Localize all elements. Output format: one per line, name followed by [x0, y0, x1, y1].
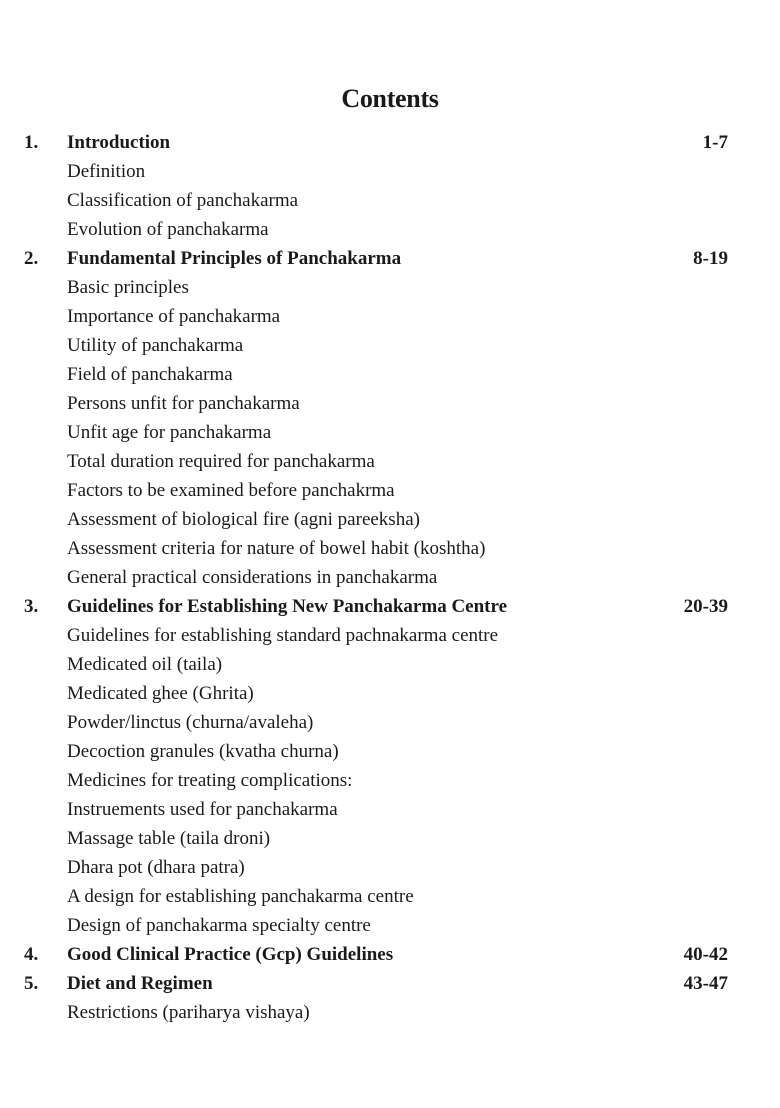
chapter-title: Introduction — [67, 132, 171, 153]
chapter-entry — [0, 592, 780, 940]
section-item: Persons unfit for panchakarma — [67, 393, 300, 414]
chapter-entry — [0, 969, 780, 1027]
section-item: Evolution of panchakarma — [67, 219, 269, 240]
chapter-page-range: 40-42 — [683, 944, 728, 965]
section-item: Basic principles — [67, 277, 189, 298]
section-item: Factors to be examined before panchakrma — [67, 480, 395, 501]
section-item: Decoction granules (kvatha churna) — [67, 741, 339, 762]
section-item: Medicines for treating complications: — [67, 770, 353, 791]
chapter-heading-row — [0, 128, 780, 157]
section-item: Guidelines for establishing standard pachnakarma centre — [67, 625, 499, 646]
chapter-entry — [0, 128, 780, 244]
chapter-heading-row — [0, 592, 780, 621]
section-item: A design for establishing panchakarma centre — [67, 886, 414, 907]
chapter-number: 5. — [24, 973, 39, 994]
section-item: Definition — [67, 161, 146, 182]
chapter-heading-row — [0, 969, 780, 998]
section-item: Restrictions (pariharya vishaya) — [67, 1002, 310, 1023]
chapter-title: Diet and Regimen — [67, 973, 213, 994]
chapter-page-range: 43-47 — [683, 973, 728, 994]
chapter-entry — [0, 244, 780, 592]
chapter-title: Good Clinical Practice (Gcp) Guidelines — [67, 944, 394, 965]
section-item: Medicated ghee (Ghrita) — [67, 683, 254, 704]
section-item: Unfit age for panchakarma — [67, 422, 272, 443]
section-item: Instruements used for panchakarma — [67, 799, 338, 820]
chapter-title: Guidelines for Establishing New Panchakarma Centre — [67, 596, 508, 617]
chapter-number: 2. — [24, 248, 39, 269]
section-item: Classification of panchakarma — [67, 190, 299, 211]
section-item: General practical considerations in panchakarma — [67, 567, 438, 588]
chapter-heading-row — [0, 244, 780, 273]
chapter-title: Fundamental Principles of Panchakarma — [67, 248, 402, 269]
chapter-number: 4. — [24, 944, 39, 965]
chapter-number: 1. — [24, 132, 39, 153]
section-item: Utility of panchakarma — [67, 335, 244, 356]
section-item: Medicated oil (taila) — [67, 654, 223, 675]
section-item: Powder/linctus (churna/avaleha) — [67, 712, 314, 733]
chapter-page-range: 1-7 — [702, 132, 728, 153]
section-item: Design of panchakarma specialty centre — [67, 915, 371, 936]
section-item: Importance of panchakarma — [67, 306, 281, 327]
section-item: Assessment of biological fire (agni pareeksha) — [67, 509, 420, 530]
page-title: Contents — [341, 84, 439, 113]
chapter-heading-row — [0, 940, 780, 969]
section-item: Dhara pot (dhara patra) — [67, 857, 245, 878]
section-item: Assessment criteria for nature of bowel habit (koshtha) — [67, 538, 486, 559]
chapter-page-range: 8-19 — [693, 248, 728, 269]
chapter-number: 3. — [24, 596, 39, 617]
section-item: Field of panchakarma — [67, 364, 233, 385]
chapter-entry — [0, 940, 780, 969]
section-item: Total duration required for panchakarma — [67, 451, 375, 472]
table-of-contents — [0, 128, 780, 1027]
chapter-page-range: 20-39 — [683, 596, 728, 617]
section-item: Massage table (taila droni) — [67, 828, 271, 849]
